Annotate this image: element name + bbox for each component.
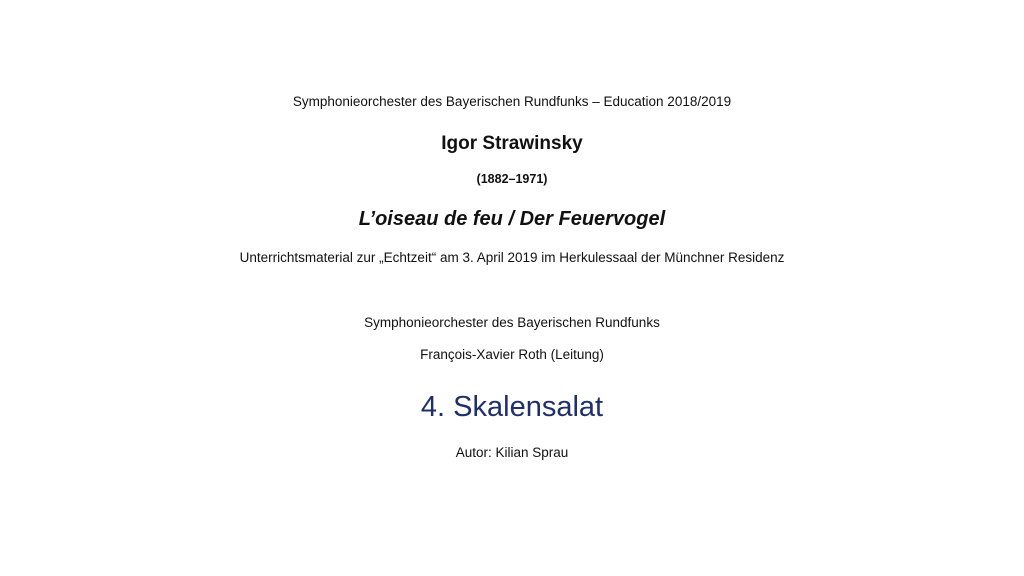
work-title: L’oiseau de feu / Der Feuervogel (358, 208, 666, 230)
subtitle: Unterrichtsmaterial zur „Echtzeit“ am 3. April 2019 im Herkulessaal der Münchner Residenz (239, 250, 785, 265)
orchestra-name: Symphonieorchester des Bayerischen Rundfunks (364, 315, 660, 330)
composer-dates: (1882–1971) (476, 172, 548, 186)
composer-name: Igor Strawinsky (441, 133, 583, 154)
header-text: Symphonieorchester des Bayerischen Rundfunks – Education 2018/2019 (292, 94, 732, 109)
chapter-title: 4. Skalensalat (420, 391, 604, 423)
conductor-name: François-Xavier Roth (Leitung) (420, 347, 604, 362)
author-line: Autor: Kilian Sprau (455, 445, 569, 460)
